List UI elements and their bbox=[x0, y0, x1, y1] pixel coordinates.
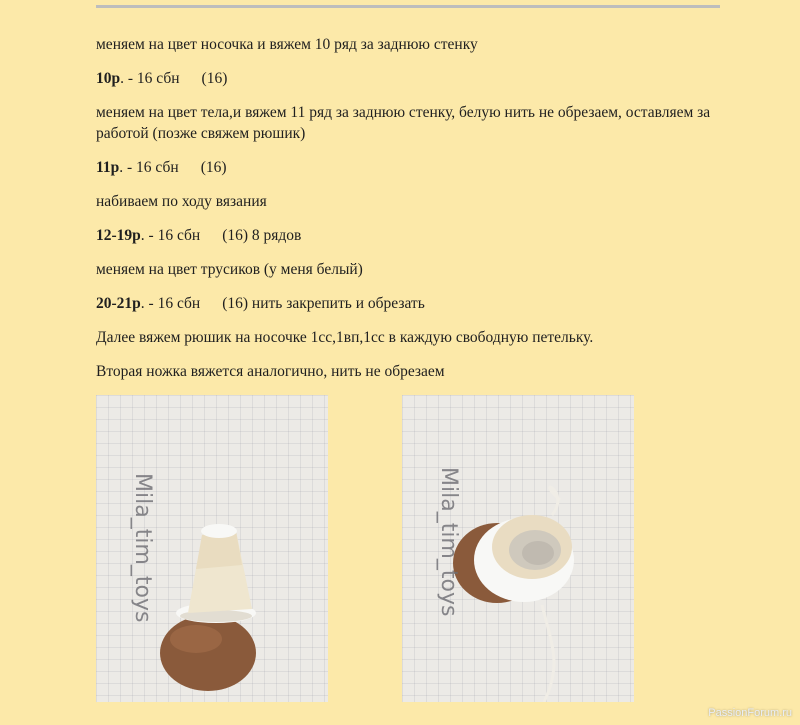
instruction-line bbox=[96, 259, 726, 280]
instruction-text: меняем на цвет трусиков (у меня белый) bbox=[96, 261, 363, 278]
instruction-text: набиваем по ходу вязания bbox=[96, 193, 267, 210]
instructions-text bbox=[96, 34, 726, 395]
instruction-line bbox=[96, 191, 726, 212]
row-number: 12-19р bbox=[96, 227, 141, 244]
photo-caption: Mila_tim_toys bbox=[436, 467, 461, 617]
instruction-row bbox=[96, 293, 726, 314]
instruction-text: меняем на цвет тела,и вяжем 11 ряд за заднюю стенку, белую нить не обрезаем, оставляем за работой (позже свяжем рюшик) bbox=[96, 104, 711, 142]
site-watermark: PassionForum.ru bbox=[708, 707, 792, 719]
row-number: 20-21р bbox=[96, 295, 141, 312]
row-number: 11р bbox=[96, 159, 120, 176]
row-stitches: . - 16 сбн bbox=[140, 227, 201, 244]
instruction-line bbox=[96, 361, 726, 382]
row-count: (16) 8 рядов bbox=[222, 227, 302, 244]
instruction-line bbox=[96, 34, 726, 55]
photo-gallery bbox=[96, 395, 696, 702]
instruction-text: Вторая ножка вяжется аналогично, нить не обрезаем bbox=[96, 363, 445, 380]
row-stitches: . - 16 сбн bbox=[119, 159, 179, 176]
instruction-line bbox=[96, 327, 726, 348]
leg-side-illustration bbox=[96, 395, 328, 702]
leg-top-illustration bbox=[402, 395, 634, 702]
row-stitches: . - 16 сбн bbox=[120, 70, 180, 87]
row-count: (16) bbox=[201, 70, 228, 87]
photo-leg-side[interactable] bbox=[96, 395, 328, 702]
instruction-line bbox=[96, 102, 726, 144]
photo-caption: Mila_tim_toys bbox=[130, 473, 155, 623]
row-stitches: . - 16 сбн bbox=[140, 295, 201, 312]
row-number: 10р bbox=[96, 70, 121, 87]
row-count: (16) bbox=[200, 159, 227, 176]
row-count: (16) нить закрепить и обрезать bbox=[222, 295, 425, 312]
instruction-text: Далее вяжем рюшик на носочке 1сс,1вп,1сс в каждую свободную петельку. bbox=[96, 329, 594, 346]
top-divider bbox=[96, 5, 720, 8]
instruction-text: меняем на цвет носочка и вяжем 10 ряд за заднюю стенку bbox=[96, 36, 478, 53]
instruction-row bbox=[96, 68, 726, 89]
instruction-row bbox=[96, 225, 726, 246]
instruction-row bbox=[96, 157, 726, 178]
photo-leg-top[interactable] bbox=[402, 395, 634, 702]
